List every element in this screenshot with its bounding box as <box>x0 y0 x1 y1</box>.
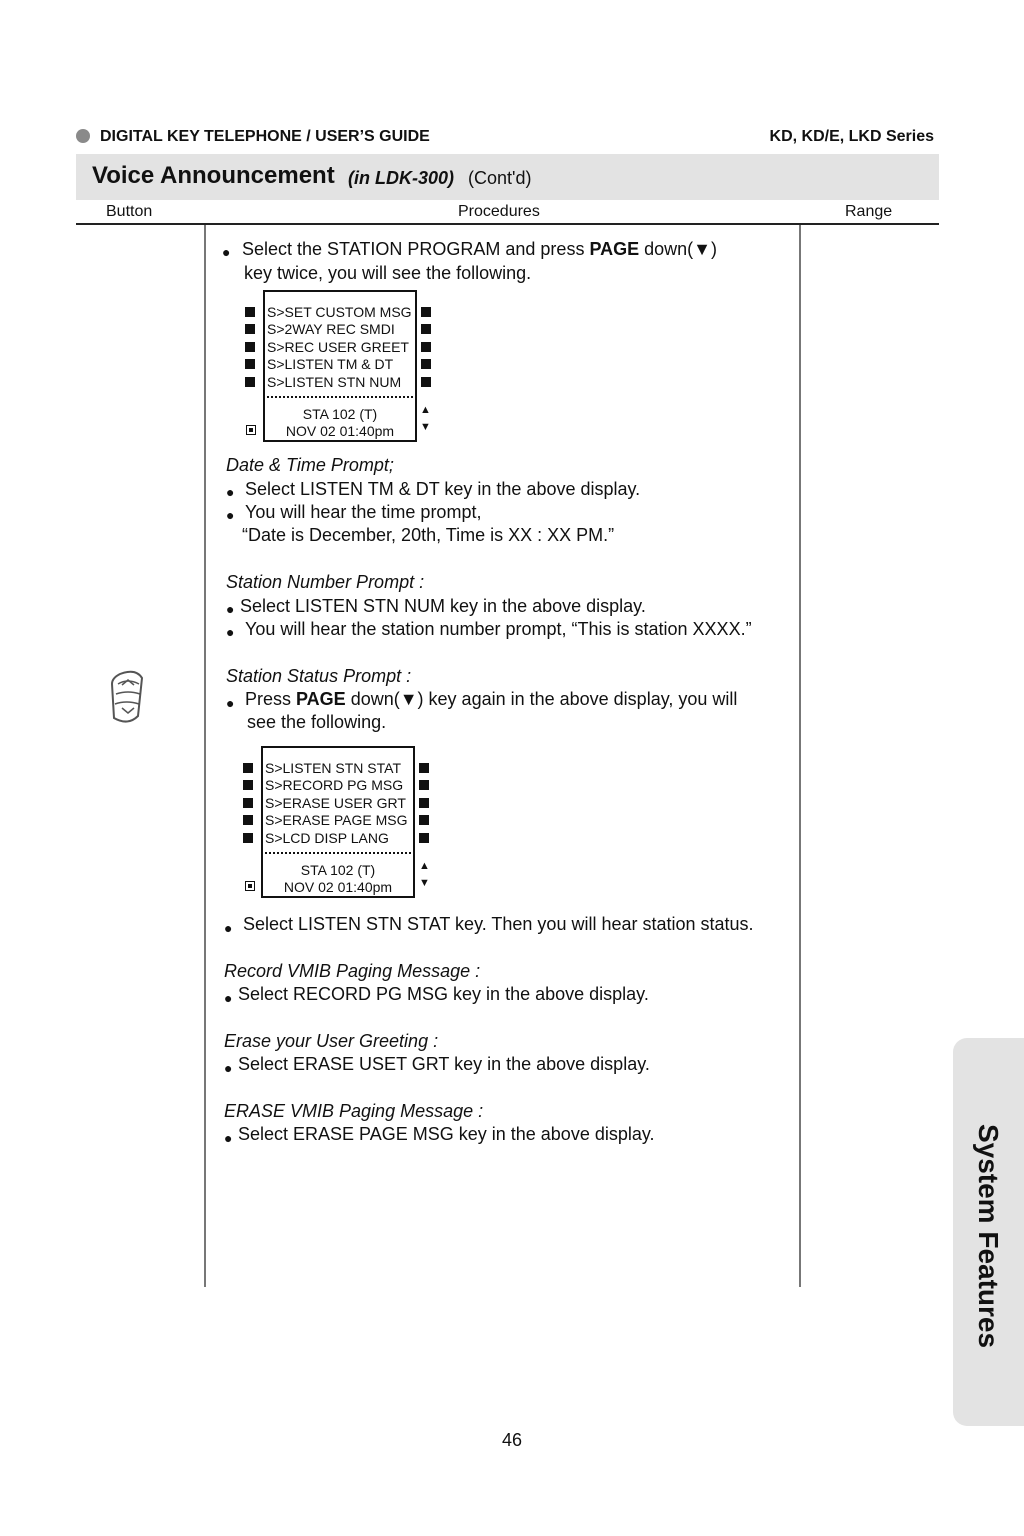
bullet-icon: ● <box>226 624 235 640</box>
soft-key-icon <box>419 798 429 808</box>
bullet-icon: ● <box>222 244 231 260</box>
lcd-status-datetime: NOV 02 01:40pm <box>285 423 395 439</box>
bullet-icon: ● <box>224 920 233 936</box>
section-continued: (Cont'd) <box>468 168 532 188</box>
indicator-box-icon <box>246 425 256 435</box>
soft-key-icon <box>245 307 255 317</box>
date-time-bullet-2: You will hear the time prompt, <box>245 502 482 522</box>
soft-key-icon <box>243 798 253 808</box>
lcd-row: S>LISTEN STN STAT <box>265 760 402 776</box>
bullet-icon: ● <box>226 695 235 711</box>
soft-key-icon <box>419 780 429 790</box>
lcd-row: S>ERASE USER GRT <box>265 795 406 811</box>
scroll-down-icon: ▼ <box>420 421 431 433</box>
soft-key-icon <box>245 342 255 352</box>
guide-title: DIGITAL KEY TELEPHONE / USER’S GUIDE <box>100 128 430 145</box>
soft-key-icon <box>419 815 429 825</box>
lcd-row: S>REC USER GREET <box>267 339 409 355</box>
soft-key-icon <box>245 324 255 334</box>
series-label: KD, KD/E, LKD Series <box>769 128 934 145</box>
soft-key-icon <box>243 815 253 825</box>
soft-key-icon <box>245 377 255 387</box>
scroll-down-icon: ▼ <box>419 877 430 889</box>
soft-key-icon <box>419 763 429 773</box>
station-status-bullet-1-line2: see the following. <box>247 712 387 732</box>
station-number-bullet-2: You will hear the station number prompt, “This is station XXXX.” <box>245 619 752 639</box>
date-time-heading: Date & Time Prompt; <box>226 455 394 475</box>
scroll-up-icon: ▲ <box>420 404 431 416</box>
bullet-icon: ● <box>224 1060 233 1076</box>
section-title: Voice Announcement <box>92 162 335 189</box>
soft-key-icon <box>243 780 253 790</box>
bullet-icon: ● <box>224 990 233 1006</box>
step1-text-line2: key twice, you will see the following. <box>244 263 532 283</box>
indicator-box-icon <box>245 881 255 891</box>
lcd-row: S>LCD DISP LANG <box>265 830 389 846</box>
erase-vmib-heading: ERASE VMIB Paging Message : <box>224 1101 484 1121</box>
lcd-status-datetime: NOV 02 01:40pm <box>283 879 393 895</box>
lcd-row: S>LISTEN STN NUM <box>267 374 402 390</box>
column-header-button: Button <box>106 203 153 220</box>
scroll-up-icon: ▲ <box>419 860 430 872</box>
soft-key-icon <box>421 307 431 317</box>
soft-key-icon <box>421 324 431 334</box>
erase-greeting-heading: Erase your User Greeting : <box>224 1031 439 1051</box>
soft-key-icon <box>421 359 431 369</box>
date-time-quote: “Date is December, 20th, Time is XX : XX PM.” <box>242 525 615 545</box>
lcd-row: S>LISTEN TM & DT <box>267 356 394 372</box>
section-subtitle: (in LDK-300) <box>348 168 455 188</box>
station-number-heading: Station Number Prompt : <box>226 572 425 592</box>
record-vmib-bullet: Select RECORD PG MSG key in the above display. <box>238 984 649 1004</box>
lcd-display-1 <box>263 290 417 442</box>
side-tab-label: System Features <box>973 1123 1004 1349</box>
lcd-status-station: STA 102 (T) <box>300 862 376 878</box>
listen-stat-text: Select LISTEN STN STAT key. Then you will hear station status. <box>243 914 754 934</box>
lcd-status-station: STA 102 (T) <box>302 406 378 422</box>
bullet-icon: ● <box>226 507 235 523</box>
page-number: 46 <box>501 1430 523 1450</box>
date-time-bullet-1: Select LISTEN TM & DT key in the above display. <box>245 479 641 499</box>
lcd-row: S>2WAY REC SMDI <box>267 321 395 337</box>
station-number-bullet-1: Select LISTEN STN NUM key in the above display. <box>240 596 646 616</box>
erase-greeting-bullet: Select ERASE USET GRT key in the above display. <box>238 1054 650 1074</box>
column-header-procedures: Procedures <box>458 203 540 220</box>
station-status-heading: Station Status Prompt : <box>226 666 412 686</box>
bullet-icon: ● <box>224 1130 233 1146</box>
header-bullet-icon <box>76 129 90 143</box>
erase-vmib-bullet: Select ERASE PAGE MSG key in the above display. <box>238 1124 655 1144</box>
bullet-icon: ● <box>226 484 235 500</box>
lcd-dotted-separator <box>265 852 411 854</box>
lcd-dotted-separator <box>267 396 413 398</box>
station-status-bullet-1: Press PAGE down(▼) key again in the above display, you will <box>245 689 738 709</box>
column-divider-right <box>799 225 801 1287</box>
lcd-display-2 <box>261 746 415 898</box>
soft-key-icon <box>421 377 431 387</box>
column-header-range: Range <box>845 203 893 220</box>
record-vmib-heading: Record VMIB Paging Message : <box>224 961 481 981</box>
soft-key-icon <box>421 342 431 352</box>
soft-key-icon <box>243 763 253 773</box>
soft-key-icon <box>245 359 255 369</box>
lcd-row: S>ERASE PAGE MSG <box>265 812 408 828</box>
lcd-row: S>RECORD PG MSG <box>265 777 404 793</box>
step1-text: Select the STATION PROGRAM and press PAGE down(▼) <box>242 239 717 259</box>
soft-key-icon <box>419 833 429 843</box>
lcd-row: S>SET CUSTOM MSG <box>267 304 412 320</box>
page-up-down-key-icon <box>108 670 148 724</box>
bullet-icon: ● <box>226 601 235 617</box>
column-divider-left <box>204 225 206 1287</box>
soft-key-icon <box>243 833 253 843</box>
